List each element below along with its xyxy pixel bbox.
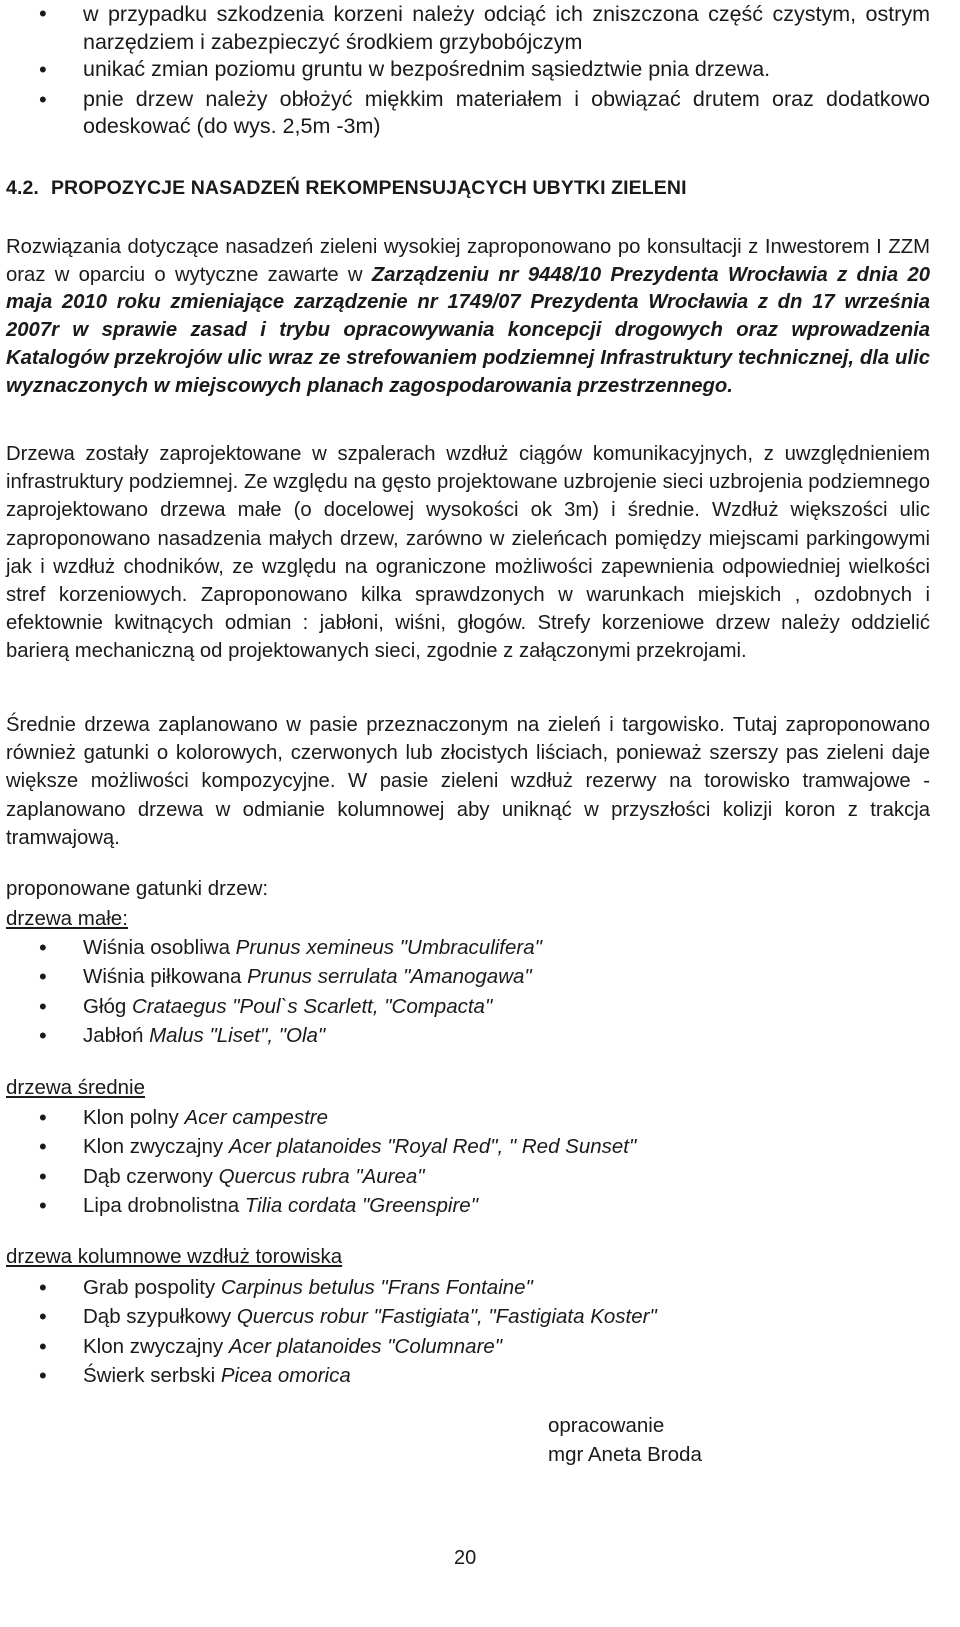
list-item (6, 962, 930, 991)
bullet-icon: • (39, 1304, 47, 1330)
paragraph-tree-layout: Drzewa zostały zaprojektowane w szpalerach wzdłuż ciągów komunikacyjnych, z uwzględnieniem infrastruktury podziemnej. Ze względu na gęsto projektowane uzbrojenie sieci uzbrojenia podziemnego zaprojektowano drzewa małe (o docelowej wysokości ok 3m) i średnie. Wzdłuż większości ulic zaproponowano nasadzenia małych drzew, zarówno w zieleńcach pomiędzy miejscami parkingowymi jak i wzdłuż chodników, ze względu na ograniczone możliwości zapewnienia odpowiedniej wielkości stref korzeniowych. Zaproponowano kilka sprawdzonych w warunkach miejskich , ozdobnych i efektownie kwitnących odmian : jabłoni, wiśni, głogów. Strefy korzeniowe drzew należy oddzielić barierą mechaniczną od projektowanych sieci, zgodnie z załączonymi przekrojami. (6, 443, 930, 663)
species-latin-name: Prunus serrulata "Amanogawa" (247, 965, 532, 989)
species-common-name: Jabłoń (83, 1024, 150, 1048)
species-latin-name: Malus "Liset", "Ola" (149, 1024, 326, 1048)
species-common-name: Klon polny (83, 1106, 185, 1129)
list-item (6, 1191, 930, 1220)
species-common-name: Grab pospolity (83, 1276, 221, 1299)
bullet-icon: • (39, 1363, 47, 1389)
medium-trees-heading: drzewa średnie (6, 1076, 146, 1099)
species-latin-name: Prunus xemineus "Umbraculifera" (235, 936, 542, 959)
bullet-text: pnie drzew należy obłożyć miękkim materiałem i obwiązać drutem oraz dodatkowo odeskować (do wys. 2,5m -3m) (83, 86, 930, 138)
section-title: PROPOZYCJE NASADZEŃ REKOMPENSUJĄCYCH UBYTKI ZIELENI (50, 177, 687, 199)
section-heading (6, 177, 687, 200)
bullet-icon: • (39, 935, 47, 960)
paragraph-regulations (6, 234, 930, 400)
bullet-icon: • (39, 1333, 47, 1359)
list-item (6, 992, 930, 1021)
paragraph-text: Rozwiązania dotyczące nasadzeń zieleni wysokiej zaproponowano po konsultacji z Inwestorem I ZZM oraz w oparciu o wytyczne zawarte w (6, 236, 930, 286)
species-common-name: Świerk serbski (83, 1364, 221, 1388)
species-intro: proponowane gatunki drzew: (6, 877, 269, 900)
list-item (6, 1021, 930, 1050)
regulation-reference: Zarządzeniu nr 9448/10 Prezydenta Wrocławia z dnia 20 maja 2010 roku zmieniające zarządzenie nr 1749/07 Prezydenta Wrocławia z dn 17 września 2007r w sprawie zasad i trybu opracowywania koncepcji drogowych oraz wprowadzenia Katalogów przekrojów ulic wraz ze strefowaniem podziemnej Infrastruktury technicznej, dla ulic wyznaczonych w miejscowych planach zagospodarowania przestrzennego. (6, 263, 930, 397)
species-latin-name: Carpinus betulus "Frans Fontaine" (220, 1276, 533, 1299)
list-item (6, 1302, 930, 1331)
list-item (6, 1273, 930, 1302)
bullet-icon: • (39, 1163, 47, 1189)
bullet-icon: • (39, 1105, 47, 1130)
bullet-icon: • (39, 57, 47, 82)
signature-author: mgr Aneta Broda (548, 1443, 702, 1466)
list-item (6, 1361, 930, 1390)
columnar-trees-heading: drzewa kolumnowe wzdłuż torowiska (6, 1245, 343, 1268)
bullet-icon: • (39, 1193, 47, 1219)
species-common-name: Dąb czerwony (83, 1164, 219, 1188)
species-common-name: Dąb szypułkowy (83, 1305, 237, 1329)
list-item (6, 56, 930, 84)
bullet-icon: • (39, 86, 47, 112)
care-bullet-list (6, 0, 930, 141)
bullet-icon: • (39, 1, 47, 26)
list-item (6, 1132, 930, 1161)
columnar-trees-list (6, 1273, 930, 1391)
list-item (6, 86, 930, 141)
list-item (6, 0, 930, 56)
list-item (6, 1332, 930, 1361)
species-latin-name: Quercus robur "Fastigiata", "Fastigiata Koster" (236, 1305, 657, 1329)
species-latin-name: Acer campestre (184, 1106, 328, 1129)
bullet-icon: • (39, 1023, 47, 1049)
list-item (6, 933, 930, 962)
bullet-icon: • (39, 993, 47, 1019)
medium-trees-list (6, 1103, 930, 1221)
bullet-text: unikać zmian poziomu gruntu w bezpośrednim sąsiedztwie pnia drzewa. (83, 57, 771, 81)
list-item (6, 1103, 930, 1132)
species-latin-name: Tilia cordata "Greenspire" (244, 1194, 478, 1218)
species-common-name: Klon zwyczajny (83, 1334, 229, 1358)
bullet-text: w przypadku szkodzenia korzeni należy odciąć ich zniszczona część czystym, ostrym narzędziem i zabezpieczyć środkiem grzybobójczym (83, 2, 930, 54)
species-latin-name: Acer platanoides "Royal Red", " Red Sunset" (228, 1135, 637, 1159)
page-number: 20 (454, 1547, 477, 1569)
species-common-name: Klon zwyczajny (83, 1135, 229, 1159)
small-trees-heading: drzewa małe: (6, 907, 128, 930)
species-latin-name: Quercus rubra "Aurea" (218, 1164, 425, 1188)
section-number: 4.2. (6, 177, 39, 199)
species-common-name: Lipa drobnolistna (83, 1194, 245, 1218)
bullet-icon: • (39, 1275, 47, 1300)
species-latin-name: Crataegus "Poul`s Scarlett, "Compacta" (132, 994, 493, 1018)
species-common-name: Wiśnia piłkowana (83, 965, 248, 989)
paragraph-medium-trees: Średnie drzewa zaplanowano w pasie przeznaczonym na zieleń i targowisko. Tutaj zaproponowano również gatunki o kolorowych, czerwonych lub złocistych liściach, ponieważ szerszy pas zieleni daje większe możliwości kompozycyjne. W pasie zieleni wzdłuż rezerwy na torowisko tramwajowe - zaplanowano drzewa w odmianie kolumnowej aby uniknąć w przyszłości kolizji koron z trakcja tramwajową. (6, 714, 930, 849)
species-common-name: Wiśnia osobliwa (83, 936, 236, 959)
species-latin-name: Acer platanoides "Columnare" (228, 1334, 503, 1358)
small-trees-list (6, 933, 930, 1051)
species-latin-name: Picea omorica (220, 1364, 351, 1388)
list-item (6, 1162, 930, 1191)
signature-label: opracowanie (548, 1414, 665, 1437)
species-common-name: Głóg (83, 994, 132, 1018)
bullet-icon: • (39, 1134, 47, 1160)
bullet-icon: • (39, 964, 47, 990)
